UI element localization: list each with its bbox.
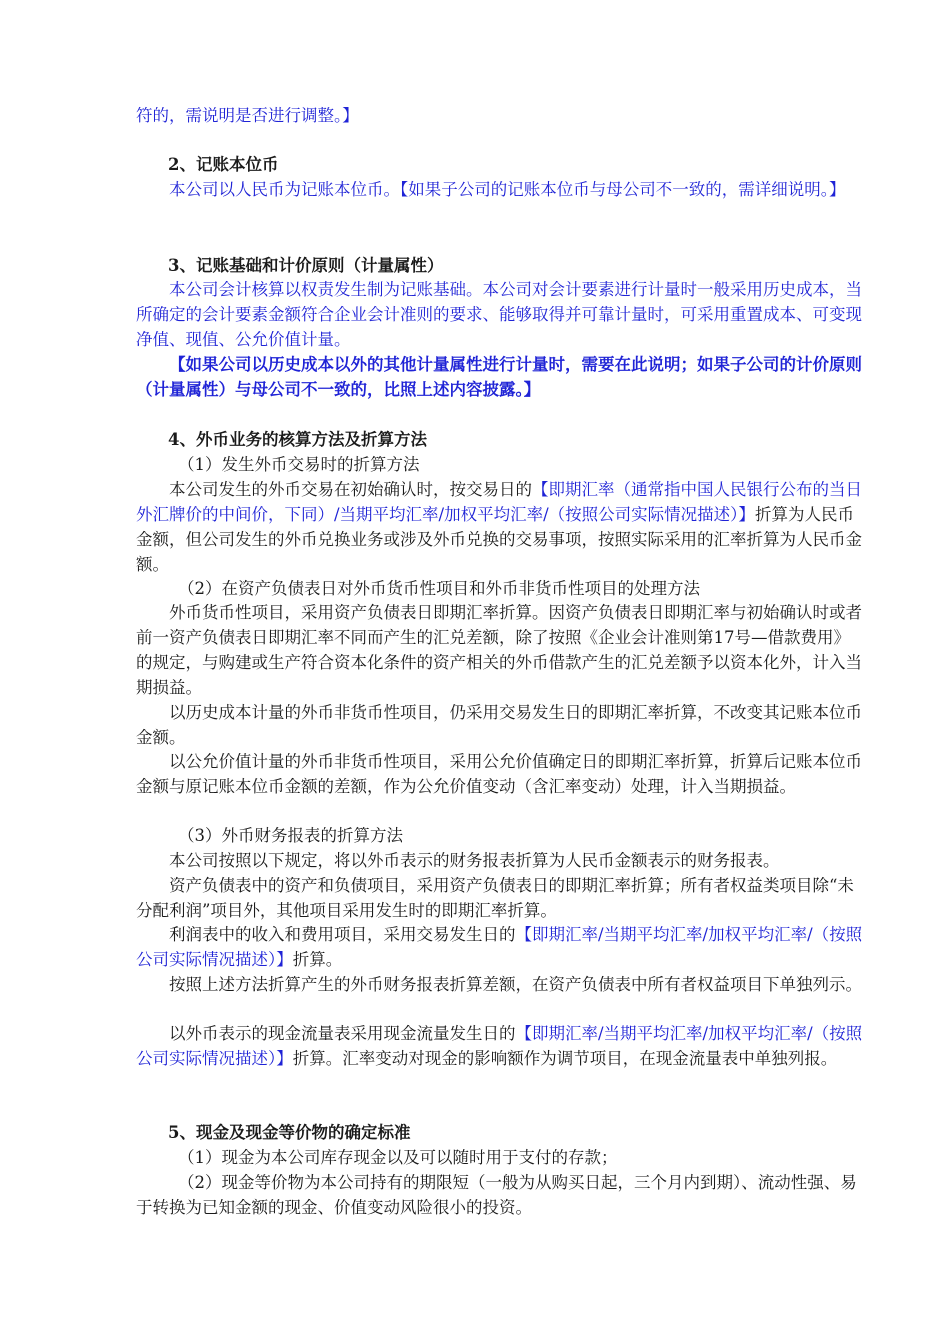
paragraph-4-3e xyxy=(136,1021,866,1071)
text-span: 折算。 xyxy=(292,950,343,969)
paragraph-tail xyxy=(136,103,866,128)
paragraph-2 xyxy=(136,177,866,202)
bracket-note: 【如果子公司的记账本位币与母公司不一致的，需详细说明。】 xyxy=(400,180,846,199)
text-span: 利润表中的收入和费用项目，采用交易发生日的 xyxy=(169,925,516,944)
paragraph-4-3a: 本公司按照以下规定，将以外币表示的财务报表折算为人民币金额表示的财务报表。 xyxy=(169,851,780,870)
text-span: 以外币表示的现金流量表采用现金流量发生日的 xyxy=(169,1024,516,1043)
bracket-note: 符的，需说明是否进行调整。】 xyxy=(136,106,359,125)
item-5-1: （1）现金为本公司库存现金以及可以随时用于支付的存款； xyxy=(178,1148,618,1167)
heading-2: 2、记账本位币 xyxy=(168,155,279,174)
heading-5: 5、现金及现金等价物的确定标准 xyxy=(168,1123,411,1142)
text-span: 折算为人民币金额，但公司发生的外币兑换业务或涉及外币兑换的交易事项，按照实际采用的汇率折算为人民币金额。 xyxy=(136,505,862,574)
paragraph-3: 本公司会计核算以权责发生制为记账基础。本公司对会计要素进行计量时一般采用历史成本，当所确定的会计要素金额符合企业会计准则的要求、能够取得并可靠计量时，可采用重置成本、可变现净值、现值、公允价值计量。 xyxy=(136,280,862,349)
bracket-note: 【即期汇率（通常指中国人民银行公布的当日外汇牌价的中间价，下同）/当期平均汇率/加权平均汇率/（按照公司实际情况描述）】 xyxy=(136,480,862,524)
bracket-note: 【即期汇率/当期平均汇率/加权平均汇率/（按照公司实际情况描述）】 xyxy=(136,925,863,969)
bracket-note: 【即期汇率/当期平均汇率/加权平均汇率/（按照公司实际情况描述）】 xyxy=(136,1024,863,1068)
subheading-4-1: （1）发生外币交易时的折算方法 xyxy=(178,455,420,474)
text-span: 折算。汇率变动对现金的影响额作为调节项目，在现金流量表中单独列报。 xyxy=(292,1049,838,1068)
subheading-4-2: （2）在资产负债表日对外币货币性项目和外币非货币性项目的处理方法 xyxy=(178,579,700,598)
heading-3: 3、记账基础和计价原则（计量属性） xyxy=(168,256,444,275)
paragraph-4-2b: 以历史成本计量的外币非货币性项目，仍采用交易发生日的即期汇率折算，不改变其记账本位币金额。 xyxy=(136,703,862,747)
item-5-2: （2）现金等价物为本公司持有的期限短（一般为从购买日起，三个月内到期）、流动性强、易于转换为已知金额的现金、价值变动风险很小的投资。 xyxy=(136,1173,857,1217)
paragraph-4-3b: 资产负债表中的资产和负债项目，采用资产负债表日的即期汇率折算；所有者权益类项目除“未分配利润”项目外，其他项目采用发生时的即期汇率折算。 xyxy=(136,876,854,920)
paragraph-4-2a: 外币货币性项目，采用资产负债表日即期汇率折算。因资产负债表日即期汇率与初始确认时或者前一资产负债表日即期汇率不同而产生的汇兑差额，除了按照《企业会计准则第17号—借款费用》的规定，与购建或生产符合资本化条件的资产相关的外币借款产生的汇兑差额予以资本化外，计入当期损益。 xyxy=(136,603,862,697)
paragraph-4-2c: 以公允价值计量的外币非货币性项目，采用公允价值确定日的即期汇率折算，折算后记账本位币金额与原记账本位币金额的差额，作为公允价值变动（含汇率变动）处理，计入当期损益。 xyxy=(136,752,862,796)
text-span: 本公司以人民币为记账本位币。 xyxy=(169,180,400,199)
heading-4: 4、外币业务的核算方法及折算方法 xyxy=(168,430,427,449)
paragraph-4-1 xyxy=(136,477,866,577)
paragraph-4-3d: 按照上述方法折算产生的外币财务报表折算差额，在资产负债表中所有者权益项目下单独列示。 xyxy=(169,975,862,994)
text-span: 本公司发生的外币交易在初始确认时，按交易日的 xyxy=(169,480,532,499)
subheading-4-3: （3）外币财务报表的折算方法 xyxy=(178,826,403,845)
paragraph-3-note: 【如果公司以历史成本以外的其他计量属性进行计量时，需要在此说明；如果子公司的计价原则（计量属性）与母公司不一致的，比照上述内容披露。】 xyxy=(136,355,862,399)
paragraph-4-3c xyxy=(136,922,866,972)
